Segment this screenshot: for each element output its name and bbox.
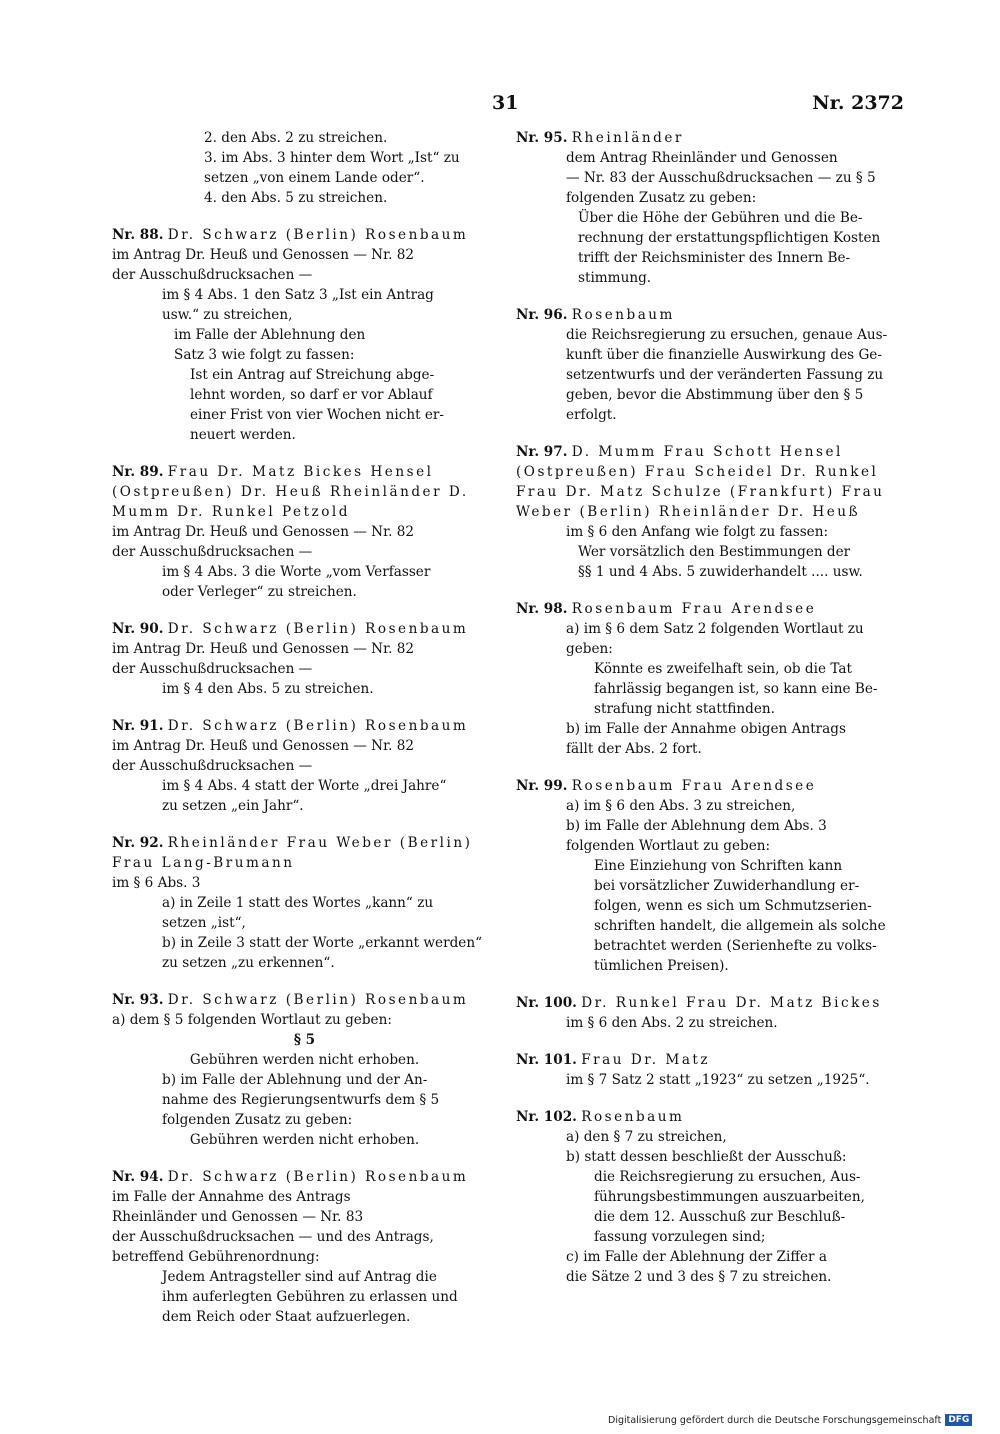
text-line: rechnung der erstattungspflichtigen Kosten bbox=[578, 230, 881, 246]
text-line: der Ausschußdrucksachen — bbox=[112, 544, 313, 560]
text-line: Über die Höhe der Gebühren und die Be- bbox=[578, 210, 863, 226]
motion-entry bbox=[516, 128, 906, 288]
motion-text-block bbox=[112, 1070, 497, 1130]
motion-entry bbox=[112, 716, 497, 816]
text-line: nahme des Regierungsentwurfs dem § 5 bbox=[162, 1092, 440, 1108]
text-line: neuert werden. bbox=[190, 427, 296, 443]
motion-entry bbox=[516, 1107, 906, 1287]
text-line: geben, bevor die Abstimmung über den § 5 bbox=[566, 387, 864, 403]
motion-number: Nr. 97. bbox=[516, 444, 568, 460]
motion-entry bbox=[112, 1167, 497, 1327]
text-line: setzen „ist“, bbox=[162, 915, 246, 931]
motion-text-block bbox=[516, 542, 906, 582]
motion-text-block bbox=[516, 1127, 906, 1167]
text-line: zu setzen „ein Jahr“. bbox=[162, 798, 304, 814]
text-line: führungsbestimmungen auszuarbeiten, bbox=[594, 1189, 865, 1205]
motion-entry bbox=[112, 619, 497, 699]
text-line: Rheinländer und Genossen — Nr. 83 bbox=[112, 1209, 364, 1225]
text-line: einer Frist von vier Wochen nicht er- bbox=[190, 407, 444, 423]
motion-number: Nr. 88. bbox=[112, 227, 164, 243]
text-line: oder Verleger“ zu streichen. bbox=[162, 584, 357, 600]
motion-heading bbox=[112, 833, 497, 873]
motion-heading bbox=[516, 599, 906, 619]
text-line: b) in Zeile 3 statt der Worte „erkannt werden“ bbox=[162, 935, 483, 951]
text-line: setzentwurfs und der veränderten Fassung zu bbox=[566, 367, 884, 383]
text-line: a) dem § 5 folgenden Wortlaut zu geben: bbox=[112, 1012, 392, 1028]
text-line: im Falle der Annahme des Antrags bbox=[112, 1189, 351, 1205]
text-line: im § 6 Abs. 3 bbox=[112, 875, 201, 891]
text-line: folgen, wenn es sich um Schmutzserien- bbox=[594, 898, 872, 914]
text-line: zu setzen „zu erkennen“. bbox=[162, 955, 335, 971]
motion-text-block bbox=[112, 1010, 497, 1030]
text-line: dem Antrag Rheinländer und Genossen bbox=[566, 150, 838, 166]
text-line: kunft über die finanzielle Auswirkung des Ge- bbox=[566, 347, 882, 363]
footer-text: Digitalisierung gefördert durch die Deutsche Forschungsgemeinschaft bbox=[608, 1414, 942, 1426]
motion-text-block bbox=[112, 679, 497, 699]
text-line: betrachtet werden (Serienhefte zu volks- bbox=[594, 938, 877, 954]
text-line: folgenden Zusatz zu geben: bbox=[162, 1112, 353, 1128]
motion-text-block bbox=[516, 148, 906, 208]
motion-text-block bbox=[112, 1030, 497, 1050]
text-line: c) im Falle der Ablehnung der Ziffer a bbox=[566, 1249, 827, 1265]
text-line: Gebühren werden nicht erhoben. bbox=[189, 1052, 420, 1068]
motion-sponsors: Dr. Schwarz (Berlin) Rosenbaum bbox=[167, 227, 469, 243]
text-line: der Ausschußdrucksachen — und des Antrags, bbox=[112, 1229, 434, 1245]
text-line: der Ausschußdrucksachen — bbox=[112, 267, 313, 283]
text-line: die Reichsregierung zu ersuchen, genaue Aus- bbox=[566, 327, 888, 343]
motion-text-block bbox=[516, 1013, 906, 1033]
text-line: im Falle der Ablehnung den bbox=[174, 327, 366, 343]
text-line: stimmung. bbox=[578, 270, 652, 286]
motion-heading bbox=[516, 305, 906, 325]
motion-text-block bbox=[112, 1050, 497, 1070]
text-line: tümlichen Preisen). bbox=[594, 958, 729, 974]
motion-text-block bbox=[516, 659, 906, 719]
text-line: folgenden Wortlaut zu geben: bbox=[566, 838, 771, 854]
text-line: bei vorsätzlicher Zuwiderhandlung er- bbox=[594, 878, 860, 894]
motion-text-block bbox=[112, 639, 497, 679]
text-line: folgenden Zusatz zu geben: bbox=[566, 190, 757, 206]
text-line: Gebühren werden nicht erhoben. bbox=[189, 1132, 420, 1148]
motion-text-block bbox=[112, 245, 497, 285]
text-line: im § 4 Abs. 1 den Satz 3 „Ist ein Antrag bbox=[162, 287, 434, 303]
motion-sponsors: Dr. Runkel Frau Dr. Matz Bickes bbox=[581, 995, 882, 1011]
text-line: fällt der Abs. 2 fort. bbox=[566, 741, 702, 757]
motion-sponsors: D. Mumm Frau Schott Hensel (Ostpreußen) Frau Scheidel Dr. Runkel Frau Dr. Matz Schulze (Frankfurt) Frau Weber (Berlin) Rheinländer Dr. Heuß bbox=[516, 444, 885, 520]
motion-heading bbox=[516, 776, 906, 796]
motion-sponsors: Rosenbaum Frau Arendsee bbox=[571, 601, 817, 617]
motion-number: Nr. 96. bbox=[516, 307, 568, 323]
motion-text-block bbox=[516, 1070, 906, 1090]
motion-sponsors: Rheinländer Frau Weber (Berlin) Frau Lang-Brumann bbox=[112, 835, 473, 871]
footer bbox=[608, 1414, 972, 1426]
motion-heading bbox=[112, 990, 497, 1010]
motion-text-block bbox=[516, 208, 906, 288]
motion-heading bbox=[516, 1107, 906, 1127]
text-line: b) im Falle der Ablehnung und der An- bbox=[162, 1072, 428, 1088]
motion-text-block bbox=[516, 325, 906, 425]
motion-text-block bbox=[112, 1187, 497, 1267]
doc-number: Nr. 2372 bbox=[812, 92, 904, 114]
text-line: im § 6 den Abs. 2 zu streichen. bbox=[566, 1015, 778, 1031]
motion-number: Nr. 95. bbox=[516, 130, 568, 146]
text-line: usw.“ zu streichen, bbox=[162, 307, 293, 323]
text-line: strafung nicht stattfinden. bbox=[594, 701, 775, 717]
text-line: trifft der Reichsminister des Innern Be- bbox=[578, 250, 851, 266]
dfg-logo: DFG bbox=[945, 1414, 972, 1426]
text-line: Jedem Antragsteller sind auf Antrag die bbox=[162, 1269, 437, 1285]
motion-sponsors: Rosenbaum bbox=[571, 307, 675, 323]
motion-number: Nr. 93. bbox=[112, 992, 164, 1008]
text-line: fahrlässig begangen ist, so kann eine Be- bbox=[594, 681, 878, 697]
motion-number: Nr. 99. bbox=[516, 778, 568, 794]
motion-entry bbox=[516, 993, 906, 1033]
text-line: setzen „von einem Lande oder“. bbox=[204, 170, 425, 186]
motion-entry bbox=[112, 833, 497, 973]
motion-heading bbox=[516, 993, 906, 1013]
text-line: im Antrag Dr. Heuß und Genossen — Nr. 82 bbox=[112, 524, 415, 540]
motion-text-block bbox=[112, 325, 497, 365]
motion-text-block bbox=[112, 285, 497, 325]
text-line: fassung vorzulegen sind; bbox=[594, 1229, 766, 1245]
text-line: a) im § 6 dem Satz 2 folgenden Wortlaut zu bbox=[566, 621, 864, 637]
text-line: im § 6 den Anfang wie folgt zu fassen: bbox=[566, 524, 829, 540]
motion-text-block bbox=[112, 365, 497, 445]
motion-heading bbox=[516, 1050, 906, 1070]
right-column bbox=[516, 128, 906, 1304]
text-line: Eine Einziehung von Schriften kann bbox=[594, 858, 843, 874]
motion-sponsors: Rosenbaum Frau Arendsee bbox=[571, 778, 817, 794]
motion-text-block bbox=[112, 522, 497, 562]
text-line: b) statt dessen beschließt der Ausschuß: bbox=[566, 1149, 847, 1165]
left-column bbox=[112, 128, 497, 1344]
motion-entry bbox=[516, 305, 906, 425]
text-line: b) im Falle der Annahme obigen Antrags bbox=[566, 721, 846, 737]
motion-text-block bbox=[112, 893, 497, 973]
text-line: ihm auferlegten Gebühren zu erlassen und bbox=[162, 1289, 458, 1305]
motion-text-block bbox=[516, 796, 906, 856]
text-line: betreffend Gebührenordnung: bbox=[112, 1249, 320, 1265]
text-line: 3. im Abs. 3 hinter dem Wort „Ist“ zu bbox=[204, 150, 460, 166]
motion-text-block bbox=[516, 522, 906, 542]
motion-text-block bbox=[112, 1130, 497, 1150]
page-number: 31 bbox=[492, 92, 519, 114]
text-line: — Nr. 83 der Ausschußdrucksachen — zu § 5 bbox=[566, 170, 876, 186]
motion-text-block bbox=[516, 619, 906, 659]
motion-entry bbox=[516, 1050, 906, 1090]
motion-sponsors: Dr. Schwarz (Berlin) Rosenbaum bbox=[167, 621, 469, 637]
motion-text-block bbox=[516, 856, 906, 976]
motion-entry bbox=[112, 225, 497, 445]
text-line: 2. den Abs. 2 zu streichen. bbox=[204, 130, 388, 146]
motion-entry bbox=[112, 462, 497, 602]
motion-heading bbox=[112, 1167, 497, 1187]
text-line: geben: bbox=[566, 641, 613, 657]
motion-number: Nr. 90. bbox=[112, 621, 164, 637]
motion-entry bbox=[516, 442, 906, 582]
motion-heading bbox=[516, 128, 906, 148]
text-line: §§ 1 und 4 Abs. 5 zuwiderhandelt .... usw. bbox=[578, 564, 863, 580]
motion-number: Nr. 91. bbox=[112, 718, 164, 734]
motion-heading bbox=[516, 442, 906, 522]
text-line: die dem 12. Ausschuß zur Beschluß- bbox=[594, 1209, 846, 1225]
motion-text-block bbox=[112, 562, 497, 602]
motion-sponsors: Dr. Schwarz (Berlin) Rosenbaum bbox=[167, 718, 469, 734]
text-line: im § 4 Abs. 4 statt der Worte „drei Jahre“ bbox=[162, 778, 447, 794]
motion-heading bbox=[112, 716, 497, 736]
text-line: im § 7 Satz 2 statt „1923“ zu setzen „1925“. bbox=[566, 1072, 870, 1088]
motion-text-block bbox=[112, 776, 497, 816]
text-line: a) den § 7 zu streichen, bbox=[566, 1129, 727, 1145]
motion-number: Nr. 100. bbox=[516, 995, 577, 1011]
continued-list bbox=[112, 128, 497, 208]
motion-number: Nr. 101. bbox=[516, 1052, 577, 1068]
text-line: a) in Zeile 1 statt des Wortes „kann“ zu bbox=[162, 895, 434, 911]
motion-text-block bbox=[112, 1267, 497, 1327]
motion-text-block bbox=[516, 1167, 906, 1247]
motion-text-block bbox=[112, 736, 497, 776]
motion-number: Nr. 89. bbox=[112, 464, 164, 480]
motion-sponsors: Frau Dr. Matz bbox=[581, 1052, 711, 1068]
motion-text-block bbox=[516, 1247, 906, 1287]
motion-number: Nr. 102. bbox=[516, 1109, 577, 1125]
motion-sponsors: Dr. Schwarz (Berlin) Rosenbaum bbox=[167, 992, 469, 1008]
text-line: b) im Falle der Ablehnung dem Abs. 3 bbox=[566, 818, 827, 834]
text-line: 4. den Abs. 5 zu streichen. bbox=[204, 190, 388, 206]
motion-number: Nr. 94. bbox=[112, 1169, 164, 1185]
motion-sponsors: Frau Dr. Matz Bickes Hensel (Ostpreußen) Dr. Heuß Rheinländer D. Mumm Dr. Runkel Petzold bbox=[112, 464, 469, 520]
text-line: der Ausschußdrucksachen — bbox=[112, 661, 313, 677]
motion-number: Nr. 98. bbox=[516, 601, 568, 617]
motion-sponsors: Rheinländer bbox=[571, 130, 684, 146]
text-line: im Antrag Dr. Heuß und Genossen — Nr. 82 bbox=[112, 641, 415, 657]
text-line: der Ausschußdrucksachen — bbox=[112, 758, 313, 774]
text-line: erfolgt. bbox=[566, 407, 617, 423]
motion-heading bbox=[112, 225, 497, 245]
text-line: die Reichsregierung zu ersuchen, Aus- bbox=[594, 1169, 861, 1185]
text-line: schriften handelt, die allgemein als solche bbox=[594, 918, 886, 934]
motion-entry bbox=[516, 599, 906, 759]
text-line: Wer vorsätzlich den Bestimmungen der bbox=[578, 544, 851, 560]
text-line: die Sätze 2 und 3 des § 7 zu streichen. bbox=[566, 1269, 832, 1285]
text-line: a) im § 6 den Abs. 3 zu streichen, bbox=[566, 798, 796, 814]
text-line: dem Reich oder Staat aufzuerlegen. bbox=[162, 1309, 411, 1325]
motion-number: Nr. 92. bbox=[112, 835, 164, 851]
text-line: Ist ein Antrag auf Streichung abge- bbox=[190, 367, 435, 383]
text-line: im § 4 Abs. 3 die Worte „vom Verfasser bbox=[162, 564, 431, 580]
text-line: im Antrag Dr. Heuß und Genossen — Nr. 82 bbox=[112, 738, 415, 754]
motion-sponsors: Dr. Schwarz (Berlin) Rosenbaum bbox=[167, 1169, 469, 1185]
motion-entry bbox=[516, 776, 906, 976]
text-line: im Antrag Dr. Heuß und Genossen — Nr. 82 bbox=[112, 247, 415, 263]
text-line: Satz 3 wie folgt zu fassen: bbox=[174, 347, 355, 363]
motion-heading bbox=[112, 462, 497, 522]
motion-entry bbox=[112, 990, 497, 1150]
text-line: § 5 bbox=[293, 1032, 316, 1048]
text-line: Könnte es zweifelhaft sein, ob die Tat bbox=[594, 661, 852, 677]
motion-sponsors: Rosenbaum bbox=[581, 1109, 685, 1125]
motion-heading bbox=[112, 619, 497, 639]
text-line: lehnt worden, so darf er vor Ablauf bbox=[190, 387, 433, 403]
text-line: im § 4 den Abs. 5 zu streichen. bbox=[162, 681, 374, 697]
motion-text-block bbox=[516, 719, 906, 759]
motion-text-block bbox=[112, 873, 497, 893]
